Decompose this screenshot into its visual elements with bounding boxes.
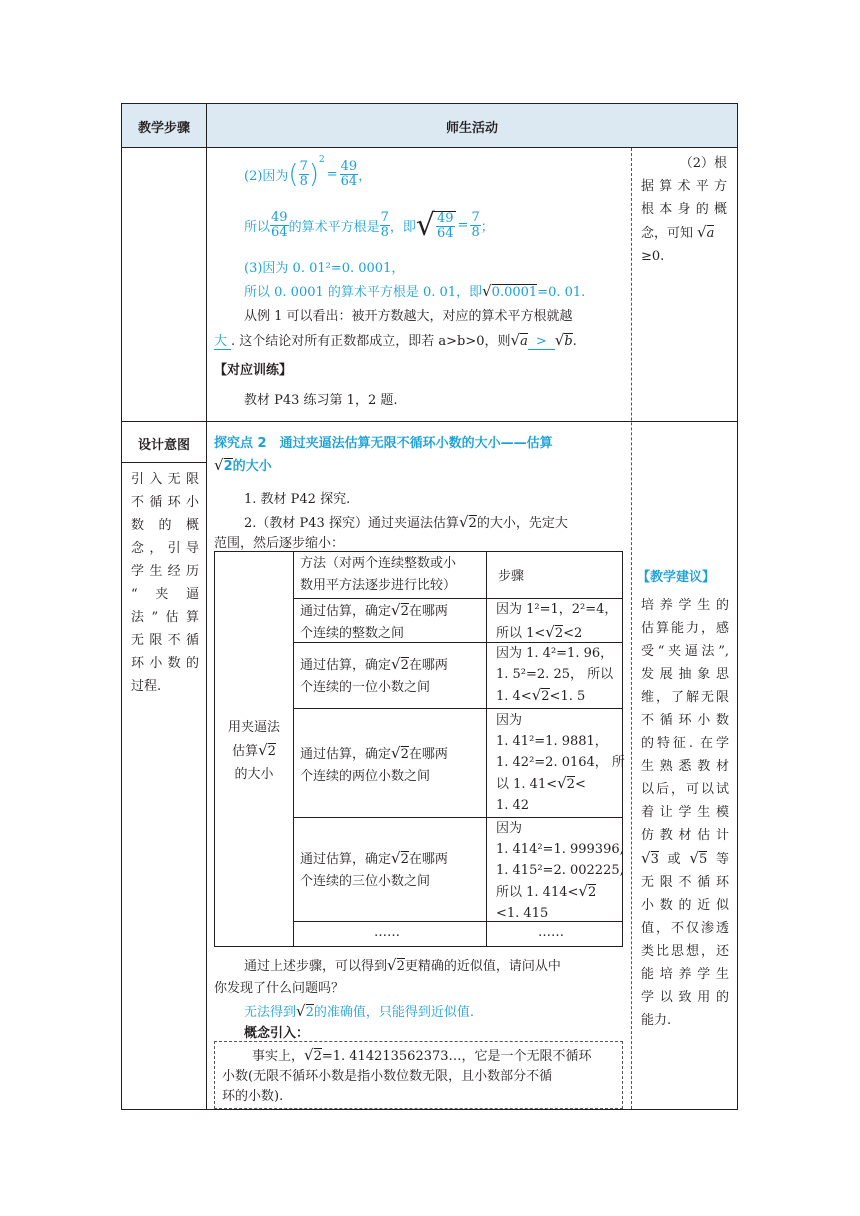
table-row-3-method: 通过估算，确定√2在哪两 个连续的两位小数之间 (300, 744, 448, 784)
table-dots-1: …… (374, 925, 400, 940)
table-header-method: 方法（对两个连续整数或小 数用平方法逐步进行比较） (300, 556, 457, 593)
explore-p1: 1. 教材 P42 探究. (244, 492, 351, 507)
table-row-2-method: 通过估算，确定√2在哪两 个连续的一位小数之间 (300, 655, 448, 695)
table-border-top (121, 103, 738, 104)
side-note-1: （2）根 据算术平方 根本身的概 念，可知 √a ≥0. (641, 156, 727, 264)
explore-title-2: √2的大小 (214, 456, 272, 474)
table-row-2-step: 因为 1. 4²=1. 96， 1. 5²=2. 25， 所以 1. 4<√2<1. 5 (496, 646, 614, 704)
concept-box-text: 事实上，√2=1. 414213562373…，它是一个无限不循环 小数(无限不循环小数是指小数位数无限，且小数部分不循 环的小数). (222, 1046, 592, 1104)
suggest-text: 培养学生的 估算能力，感 受“夹逼法”, 发展抽象思 维，了解无限 不循环小数 的特征. 在学 生熟悉教材 以后，可以试 着让学生模 仿教材估计 √3 或 √5 等 无限不循环 小数的近似 值，不仅渗透 类比思想，还 能培养学生 学以致用的 能力. (641, 598, 729, 1028)
practice-title: 【对应训练】 (214, 363, 293, 378)
explore-p3: 范围，然后逐步缩小： (214, 536, 345, 551)
conclusion-line-1: 从例 1 可以看出：被开方数越大，对应的算术平方根就越 (244, 309, 573, 324)
table-border-col1 (206, 103, 207, 1110)
table-row-4-step: 因为 1. 414²=1. 999396, 1. 415²=2. 002225, 所以 1. 414<√2 <1. 415 (496, 821, 624, 921)
conclusion-line-2: 大 . 这个结论对所有正数都成立，即若 a>b>0，则√a > √b. (214, 331, 577, 349)
table-row-4-method: 通过估算，确定√2在哪两 个连续的三位小数之间 (300, 849, 448, 889)
suggest-title: 【教学建议】 (637, 570, 716, 585)
design-label-divider (121, 462, 207, 463)
table-row-1-method: 通过估算，确定√2在哪两 个连续的整数之间 (300, 601, 448, 641)
table-header-step: 步骤 (498, 569, 525, 584)
table-row-1-step: 因为 1²=1，2²=4， 所以 1<√2<2 (496, 602, 618, 641)
concept-title: 概念引入： (244, 1026, 310, 1041)
explore-title: 探究点 2 通过夹逼法估算无限不循环小数的大小——估算 (214, 436, 553, 451)
example-line-4: 所以 0. 0001 的算术平方根是 0. 01，即√0.0001=0. 01. (244, 282, 586, 300)
table-left-label: 用夹逼法 估算√2 的大小 (227, 720, 280, 782)
explore-p2: 2.（教材 P43 探究）通过夹逼法估算√2的大小，先定大 (244, 513, 568, 531)
design-text: 引入无限 不循环小 数的概 念，引导 学生经历 “夹逼 法”估算 无限不循 环小数的 过程. (131, 472, 199, 694)
after-table-line-2: 你发现了什么问题吗？ (214, 981, 345, 996)
after-table-line-1: 通过上述步骤，可以得到√2更精确的近似值，请问从中 (244, 956, 561, 974)
answer-line: 无法得到√2的准确值，只能得到近似值. (244, 1002, 474, 1020)
header-col-steps: 教学步骤 (137, 121, 190, 136)
table-border-header (121, 147, 738, 148)
table-row-3-step: 因为 1. 41²=1. 9881， 1. 42²=2. 0164， 所 以 1. 41<√2< 1. 42 (496, 713, 625, 813)
practice-text: 教材 P43 练习第 1，2 题. (244, 393, 398, 408)
example-line-3: (3)因为 0. 01²=0. 0001， (244, 261, 405, 276)
table-border-left (121, 103, 122, 1110)
table-border-bottom (121, 1109, 738, 1110)
example-line-2: 所以 $\frac{49}{64}$ 的算术平方根是 $\frac{7}{8}$ ，即√ $\frac{49}{64}$ = $\frac{7}{8}$ ； (244, 208, 494, 243)
table-border-right (737, 103, 738, 1110)
example-line-1: (2)因为( $\frac{7}{8}$ )$^2$= $\frac{49}{64}$ ， (244, 155, 372, 190)
header-col-activity: 师生活动 (445, 121, 498, 136)
design-label: 设计意图 (137, 438, 190, 453)
table-dots-2: …… (538, 925, 564, 940)
side-divider (631, 148, 632, 1109)
table-border-row (121, 421, 738, 422)
